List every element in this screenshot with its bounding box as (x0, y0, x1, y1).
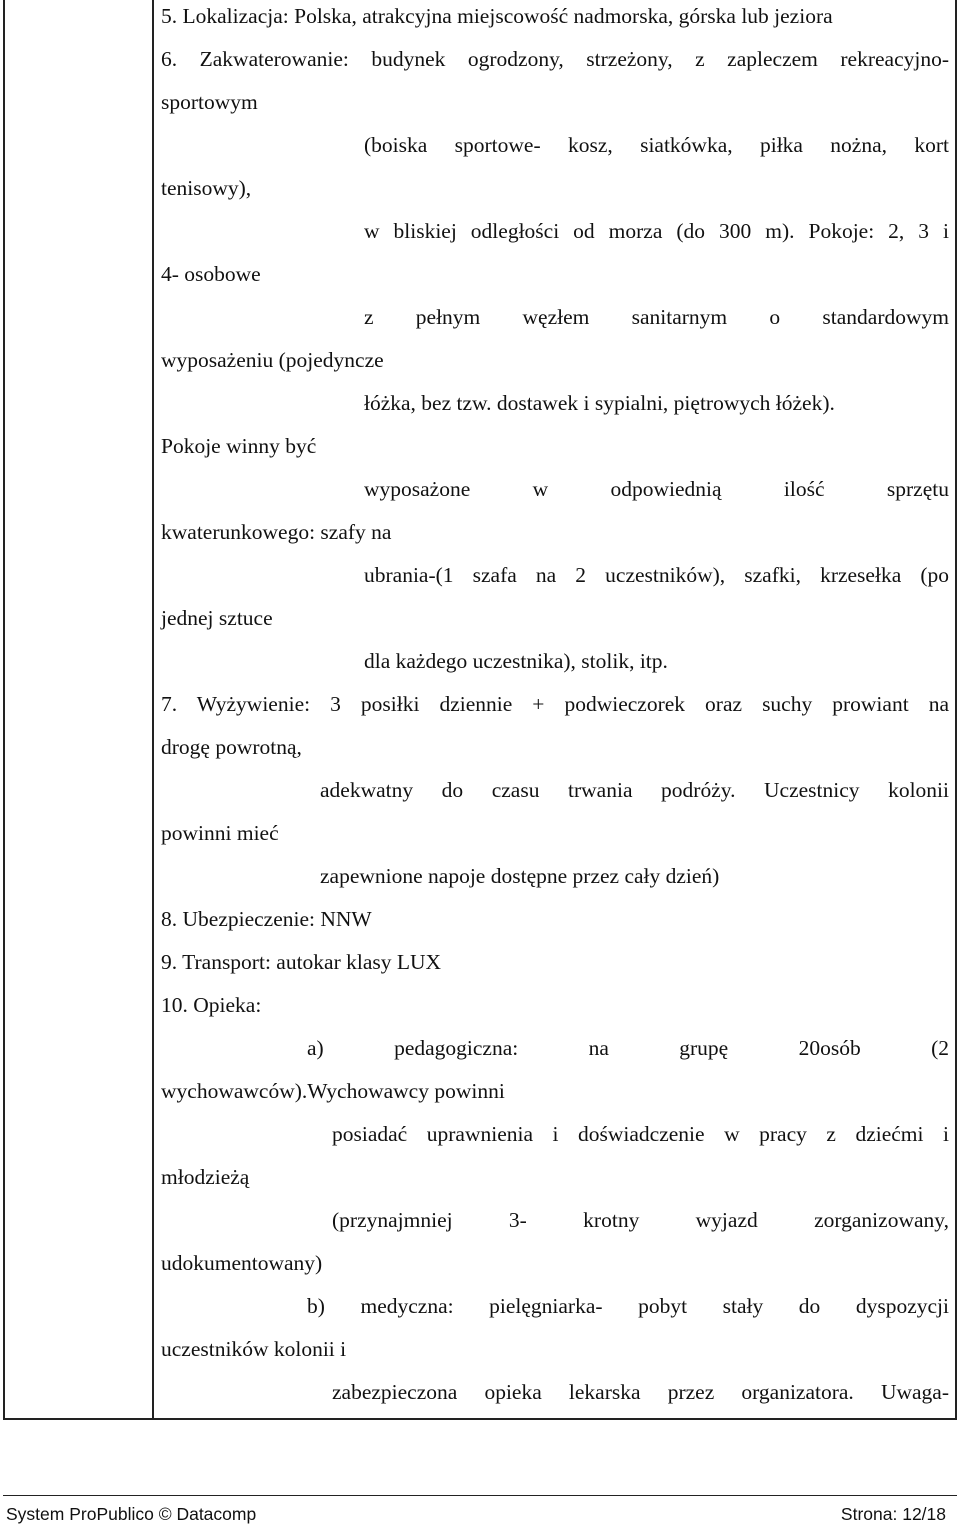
text-line: 8. Ubezpieczenie: NNW (161, 907, 372, 931)
text-line: 10. Opieka: (161, 993, 262, 1017)
text-line: zapewnione napoje dostępne przez cały dzień) (320, 864, 720, 888)
text-line: 6. Zakwaterowanie: budynek ogrodzony, strzeżony, z zapleczem rekreacyjno- (161, 47, 949, 71)
text-line: (przynajmniej 3- krotny wyjazd zorganizowany, (332, 1208, 949, 1232)
text-line: ubrania-(1 szafa na 2 uczestników), szafki, krzesełka (po (364, 563, 949, 587)
text-line: łóżka, bez tzw. dostawek i sypialni, piętrowych łóżek). (364, 391, 835, 415)
text-line: wyposażeniu (pojedyncze (161, 348, 384, 372)
text-line: drogę powrotną, (161, 735, 302, 759)
text-line: powinni mieć (161, 821, 279, 845)
footer-copyright: System ProPublico © Datacomp (6, 1504, 257, 1524)
text-line: adekwatny do czasu trwania podróży. Uczestnicy kolonii (320, 778, 949, 802)
footer-divider (3, 1495, 957, 1496)
text-line: a) pedagogiczna: na grupę 20osób (2 (307, 1036, 949, 1060)
text-line: w bliskiej odległości od morza (do 300 m). Pokoje: 2, 3 i (364, 219, 949, 243)
text-line: wychowawców).Wychowawcy powinni (161, 1079, 505, 1103)
text-line: 5. Lokalizacja: Polska, atrakcyjna miejscowość nadmorska, górska lub jeziora (161, 4, 833, 28)
text-line: uczestników kolonii i (161, 1337, 347, 1361)
text-line: kwaterunkowego: szafy na (161, 520, 392, 544)
text-line: z pełnym węzłem sanitarnym o standardowym (364, 305, 949, 329)
text-line: tenisowy), (161, 176, 252, 200)
text-line: jednej sztuce (161, 606, 273, 630)
text-line: (boiska sportowe- kosz, siatkówka, piłka nożna, kort (364, 133, 949, 157)
text-line: b) medyczna: pielęgniarka- pobyt stały do dyspozycji (307, 1294, 949, 1318)
text-line: sportowym (161, 90, 258, 114)
text-line: 4- osobowe (161, 262, 261, 286)
text-line: młodzieżą (161, 1165, 250, 1189)
text-line: posiadać uprawnienia i doświadczenie w pracy z dziećmi i (332, 1122, 949, 1146)
text-line: zabezpieczona opieka lekarska przez organizatora. Uwaga- (332, 1380, 949, 1404)
text-line: 7. Wyżywienie: 3 posiłki dziennie + podwieczorek oraz suchy prowiant na (161, 692, 949, 716)
text-line: wyposażone w odpowiednią ilość sprzętu (364, 477, 949, 501)
text-line: Pokoje winny być (161, 434, 317, 458)
text-line: dla każdego uczestnika), stolik, itp. (364, 649, 668, 673)
column-divider (152, 0, 154, 1419)
text-line: udokumentowany) (161, 1251, 323, 1275)
footer-page-number: Strona: 12/18 (840, 1504, 946, 1524)
text-line: 9. Transport: autokar klasy LUX (161, 950, 442, 974)
